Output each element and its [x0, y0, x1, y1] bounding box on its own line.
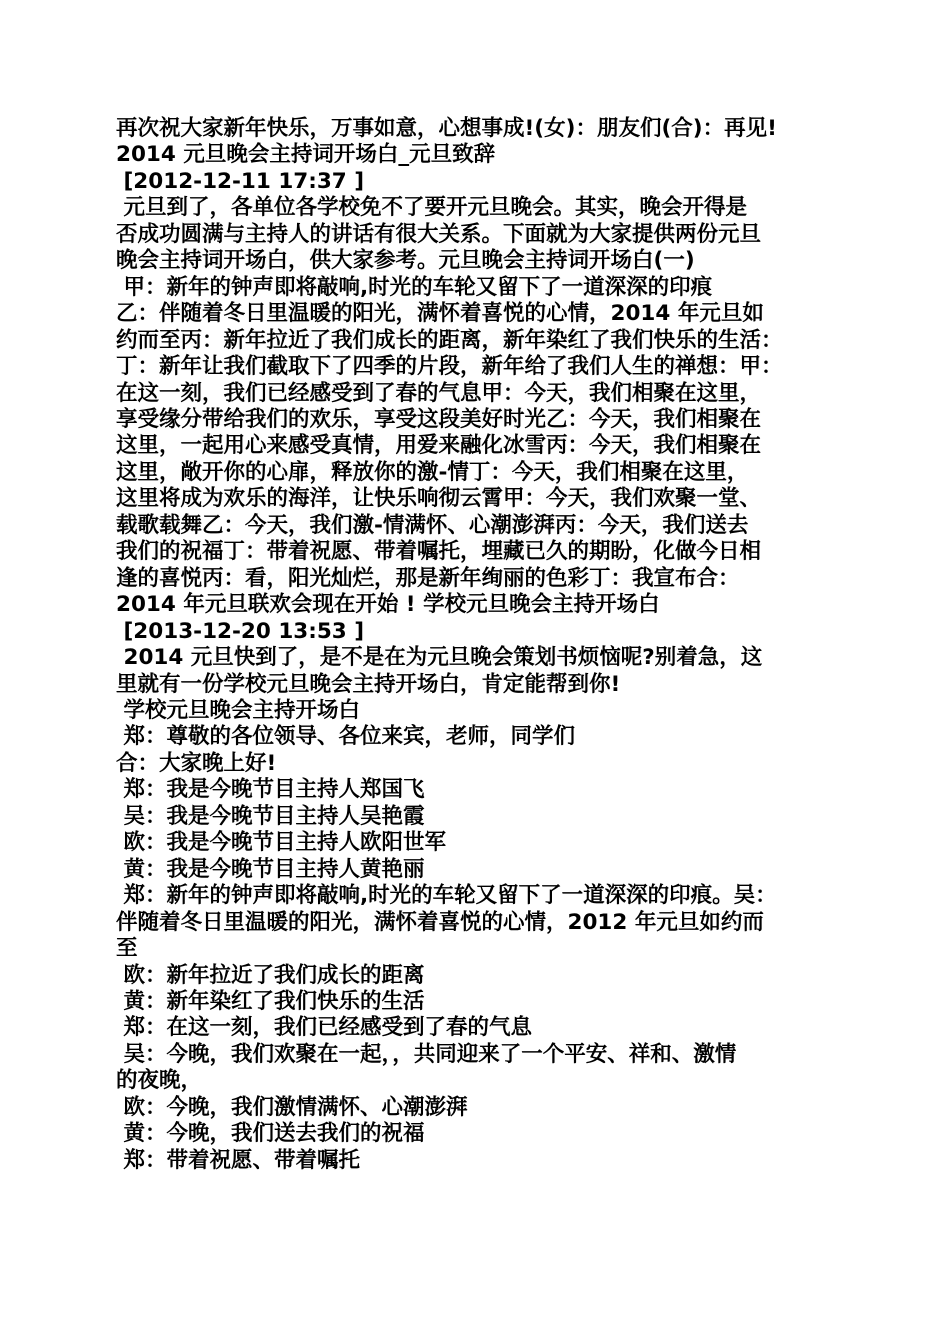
text-line: 的夜晚， [116, 1068, 203, 1094]
text-line: 2014 年元旦联欢会现在开始 ! 学校元旦晚会主持开场白 [116, 592, 660, 618]
text-line: 享受缘分带给我们的欢乐，享受这段美好时光乙：今天，我们相聚在 [116, 406, 762, 432]
dialogue-line: 郑：在这一刻，我们已经感受到了春的气息 [116, 1015, 532, 1041]
dialogue-line: 欧：我是今晚节目主持人欧阳世军 [116, 830, 446, 856]
text-line: 丁：新年让我们截取下了四季的片段，新年给了我们人生的禅想：甲： [116, 354, 783, 380]
text-line: 伴随着冬日里温暖的阳光，满怀着喜悦的心情，2012 年元旦如约而 [116, 909, 764, 935]
dialogue-line: 合：大家晚上好! [116, 750, 277, 776]
text-line: 这里，敞开你的心扉，释放你的激-情丁：今天，我们相聚在这里， [116, 459, 749, 485]
text-line: 载歌载舞乙：今天，我们激-情满怀、心潮澎湃丙：今天，我们送去 [116, 512, 749, 538]
text-line: 这里，一起用心来感受真情，用爱来融化冰雪丙：今天，我们相聚在 [116, 433, 762, 459]
text-line: 我们的祝福丁：带着祝愿、带着嘱托，埋藏已久的期盼，化做今日相 [116, 539, 762, 565]
dialogue-line: 吴：今晚，我们欢聚在一起，，共同迎来了一个平安、祥和、激情 [116, 1041, 737, 1067]
text-line: 至 [116, 936, 138, 962]
dialogue-line: 郑：新年的钟声即将敲响,时光的车轮又留下了一道深深的印痕。吴： [116, 883, 777, 909]
dialogue-line: 郑：带着祝愿、带着嘱托 [116, 1147, 360, 1173]
section-title: 学校元旦晚会主持开场白 [116, 697, 360, 723]
text-line: 甲：新年的钟声即将敲响,时光的车轮又留下了一道深深的印痕 [116, 274, 713, 300]
text-line: 里就有一份学校元旦晚会主持开场白，肯定能帮到你! [116, 671, 621, 697]
dialogue-line: 黄：新年染红了我们快乐的生活 [116, 988, 425, 1014]
dialogue-line: 黄：我是今晚节目主持人黄艳丽 [116, 856, 425, 882]
dialogue-line: 欧：今晚，我们激情满怀、心潮澎湃 [116, 1094, 468, 1120]
text-line: 在这一刻，我们已经感受到了春的气息甲：今天，我们相聚在这里， [116, 380, 762, 406]
text-line: 这里将成为欢乐的海洋，让快乐响彻云霄甲：今天，我们欢聚一堂、 [116, 486, 762, 512]
text-line: 2014 元旦晚会主持词开场白_元旦致辞 [116, 142, 496, 168]
text-line: 否成功圆满与主持人的讲话有很大关系。下面就为大家提供两份元旦 [116, 221, 762, 247]
text-line: 晚会主持词开场白，供大家参考。元旦晚会主持词开场白(一) [116, 248, 695, 274]
text-line: 2014 元旦快到了，是不是在为元旦晚会策划书烦恼呢?别着急，这 [116, 645, 763, 671]
dialogue-line: 吴：我是今晚节目主持人吴艳霞 [116, 803, 425, 829]
timestamp-line: [2013-12-20 13:53 ] [116, 618, 365, 644]
dialogue-line: 欧：新年拉近了我们成长的距离 [116, 962, 425, 988]
text-line: 再次祝大家新年快乐，万事如意，心想事成!(女)：朋友们(合)：再见! [116, 116, 777, 141]
dialogue-line: 郑：尊敬的各位领导、各位来宾，老师，同学们 [116, 724, 575, 750]
dialogue-line: 黄：今晚，我们送去我们的祝福 [116, 1121, 425, 1147]
text-line: 元旦到了，各单位各学校免不了要开元旦晚会。其实，晚会开得是 [116, 195, 747, 221]
text-line: 约而至丙：新年拉近了我们成长的距离，新年染红了我们快乐的生活： [116, 327, 783, 353]
dialogue-line: 郑：我是今晚节目主持人郑国飞 [116, 777, 425, 803]
text-line: 乙：伴随着冬日里温暖的阳光，满怀着喜悦的心情，2014 年元旦如 [116, 301, 764, 327]
document-body [116, 116, 838, 1174]
text-line: 逢的喜悦丙：看，阳光灿烂，那是新年绚丽的色彩丁：我宣布合： [116, 565, 740, 591]
timestamp-line: [2012-12-11 17:37 ] [116, 168, 365, 194]
